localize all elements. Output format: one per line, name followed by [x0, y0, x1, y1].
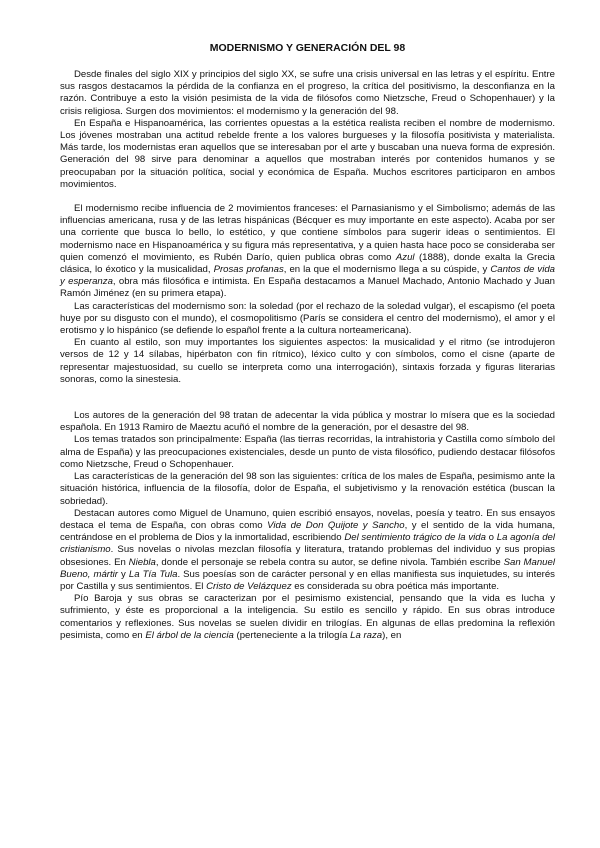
paragraph-influencias: El modernismo recibe influencia de 2 movimientos franceses: el Parnasianismo y el Simbolismo; además de las influencias americana, rusa y de las letras hispánicas (Bécquer es muy importante en este aspecto). Acaba por ser una corriente que busca lo bello, lo estético, y que contiene símbolos para sugerir ideas o sentimientos. El modernismo nace en Hispanoamérica y su figura más representativa, y a quien hasta hace poco se consideraba ser quien comenzó el movimiento, es Rubén Darío, quien publica obras como Azul (1888), donde exalta la Grecia clásica, lo éxotico y la musicalidad, Prosas profanas, en la que el modernismo llega a su cúspide, y Cantos de vida y esperanza, obra más filosófica e intimista. En España destacamos a Manuel Machado, Antonio Machado y Juan Ramón Jiménez (en su primera etapa).: [60, 203, 556, 300]
work-title: Del sentimiento trágico de la vida: [344, 532, 486, 544]
paragraph-estilo: En cuanto al estilo, son muy importantes los siguientes aspectos: la musicalidad y el ritmo (se introdujeron versos de 12 y 14 sílabas, hipérbaton con fin rítmico), léxico culto y con símbolos, como el cisne (aparte de representar majestuosidad, su cuello se interpreta como una interrogación), sintaxis forzada y figuras literarias sonoras, como la sinestesia.: [60, 337, 555, 385]
paragraph-caracteristicas-modernismo: Las características del modernismo son: la soledad (por el rechazo de la soledad vulgar), el escapismo (el poeta huye por su disgusto con el mundo), el cosmopolitismo (París se considera el centro del modernismo), el amor y el erotismo y lo hispánico (se defiende lo español frente a la cultura norteamericana).: [60, 300, 555, 337]
document-title: MODERNISMO Y GENERACIÓN DEL 98: [209, 42, 406, 54]
paragraph-temas: Los temas tratados son principalmente: España (las tierras recorridas, la intrahistoria y Castilla como símbolo del alma de España) y las preocupaciones existenciales, desde un punto de vista filosófico, pudiendo destacar filósofos como Nietzsche, Freud o Schopenhauer.: [60, 434, 555, 470]
paragraph-generacion-98: Los autores de la generación del 98 tratan de adecentar la vida pública y mostrar lo mísera que es la sociedad española. En 1913 Ramiro de Maeztu acuñó el nombre de la generación, por el desastre del 98.: [60, 410, 555, 434]
paragraph-baroja: Pío Baroja y sus obras se caracterizan por el pesimismo existencial, pensando que la vida es lucha y sufrimiento, y éste es proporcional a la inteligencia. Su estilo es sencillo y rápido. En sus obras introduce comentarios y reflexiones. Sus novelas se suelen dividir en trilogías. En algunas de ellas predomina la reflexión pesimista, como en El árbol de la ciencia (perteneciente a la trilogía La raza), en: [60, 593, 555, 641]
work-title: Prosas profanas: [213, 264, 284, 276]
paragraph-unamuno: Destacan autores como Miguel de Unamuno, quien escribió ensayos, novelas, poesía y teatro. En sus ensayos destaca el tema de España, con obras como Vida de Don Quijote y Sancho, y el sentido de la vida humana, centrándose en el problema de Dios y la inmortalidad, escribiendo Del sentimiento trágico de la vida o La agonía del cristianismo. Sus novelas o nivolas mezclan filosofía y literatura, tratando problemas del individuo y sus propias obsesiones. En Niebla, donde el personaje se rebela contra su autor, se define nivola. También escribe San Manuel Bueno, mártir y La Tía Tula. Sus poesías son de carácter personal y en ellas manifiesta sus inquietudes, su interés por Castilla y sus sentimientos. El Cristo de Velázquez es considerada su obra poética más importante.: [60, 507, 556, 592]
work-title: La raza: [350, 629, 383, 641]
paragraph-modernismo-definicion: En España e Hispanoamérica, las corrientes opuestas a la estética realista reciben el nombre de modernismo. Los jóvenes mostraban una actitud rebelde frente a los valores burgueses y la filosofía positivista y materialista. Más tarde, los modernistas eran aquellos que se interesaban por el arte y buscaban una nueva forma de expresión. Generación del 98 sirve para denominar a aquellos que mostraban interés por contenidos humanos y se preocupaban por la situación política, social y económica de España. Muchos escritores participaron en ambos movimientos.: [60, 117, 555, 190]
work-title: Vida de Don Quijote y Sancho: [267, 519, 405, 531]
spacer: [60, 386, 555, 410]
document-page: [60, 42, 555, 642]
spacer: [60, 191, 555, 203]
work-title: Azul: [395, 251, 415, 263]
paragraph-caracteristicas-98: Las características de la generación del 98 son las siguientes: crítica de los males de España, pesimismo ante la situación histórica, influencia de la filosofía, dolor de España, el subjetivismo y la renovación estética (buscan la sobriedad).: [60, 471, 555, 507]
work-title: San Manuel Bueno, mártir: [60, 556, 555, 580]
work-title: El árbol de la ciencia: [145, 629, 234, 641]
work-title: Niebla: [128, 556, 156, 568]
paragraph-crisis: Desde finales del siglo XIX y principios del siglo XX, se sufre una crisis universal en las letras y el espíritu. Entre sus rasgos destacamos la pérdida de la confianza en el progreso, la crítica del positivismo, la desconfianza en la razón. Contribuye a esto la visión pesimista de la vida de filósofos como Nietzsche, Freud o Schopenhauer) y la crisis religiosa. Surgen dos movimientos: el modernismo y la generación del 98.: [60, 69, 555, 117]
work-title: Cristo de Velázquez: [206, 580, 292, 592]
work-title: La Tía Tula: [128, 568, 178, 580]
work-title: Cantos de vida y esperanza: [60, 264, 556, 288]
work-title: La agonía del cristianismo: [60, 532, 556, 556]
